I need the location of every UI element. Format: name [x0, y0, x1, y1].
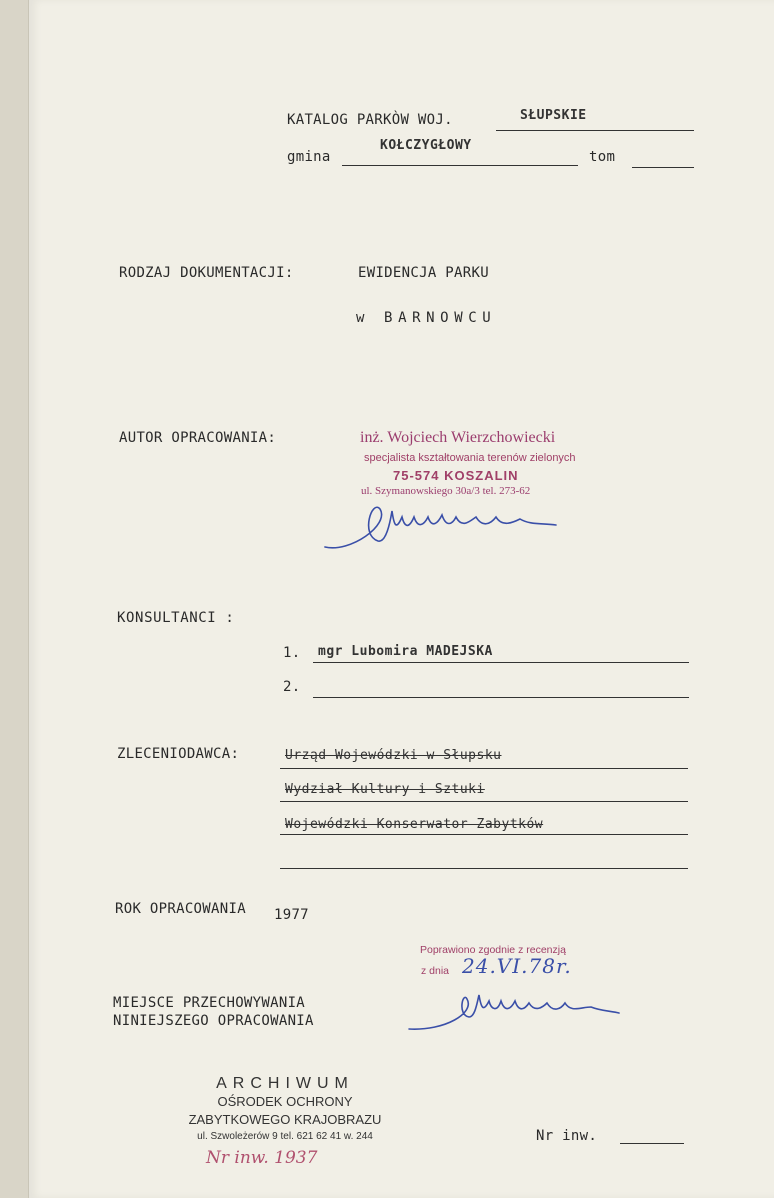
author-stamp-address: ul. Szymanowskiego 30a/3 tel. 273-62: [361, 485, 531, 497]
voivodeship-line: [496, 130, 694, 131]
inventory-label: Nr inw.: [536, 1128, 598, 1144]
gmina-line: [342, 165, 578, 166]
commissioner-line-1: Urząd Wojewódzki w Słupsku: [285, 748, 502, 763]
correction-date: 24.VI.78r.: [462, 954, 572, 978]
author-stamp-specialty: specjalista kształtowania terenów zielonych: [364, 452, 576, 464]
documentation-value-1: EWIDENCJA PARKU: [358, 265, 489, 281]
author-stamp-name: inż. Wojciech Wierzchowiecki: [360, 429, 556, 446]
commissioner-rule-4: [280, 868, 688, 869]
correction-stamp-prefix: z dnia: [421, 965, 450, 977]
documentation-label: RODZAJ DOKUMENTACJI:: [119, 265, 294, 281]
consultants-label: KONSULTANCI :: [117, 610, 235, 626]
inventory-line: [620, 1143, 684, 1144]
archive-stamp-line-3: ZABYTKOWEGO KRAJOBRAZU: [188, 1112, 382, 1127]
commissioner-rule-3: [280, 834, 688, 835]
consultant-1-name: mgr Lubomira MADEJSKA: [318, 644, 493, 659]
gmina-value: KOŁCZYGŁOWY: [380, 138, 472, 153]
storage-label-1: MIEJSCE PRZECHOWYWANIA: [113, 995, 306, 1011]
consultant-1-num: 1.: [283, 645, 301, 661]
year-label: ROK OPRACOWANIA: [115, 901, 246, 917]
consultant-2-line: [313, 697, 689, 698]
voivodeship-value: SŁUPSKIE: [520, 108, 587, 123]
archive-stamp-title: ARCHIWUM: [216, 1075, 354, 1092]
gmina-label: gmina: [287, 149, 331, 165]
commissioner-label: ZLECENIODAWCA:: [117, 746, 240, 762]
archive-stamp-line-2: OŚRODEK OCHRONY: [217, 1094, 353, 1109]
consultant-2-num: 2.: [283, 679, 301, 695]
documentation-value-2: w BARNOWCU: [356, 310, 497, 326]
storage-label-2: NINIEJSZEGO OPRACOWANIA: [113, 1013, 314, 1029]
archive-stamp-line-4: ul. Szwoleżerów 9 tel. 621 62 41 w. 244: [197, 1131, 373, 1142]
archive-handwritten-number: Nr inw. 1937: [206, 1148, 318, 1168]
correction-stamp-text: Poprawiono zgodnie z recenzją: [420, 944, 566, 956]
correction-signature: [405, 985, 625, 1035]
commissioner-line-3: Wojewódzki Konserwator Zabytków: [285, 817, 544, 832]
year-value: 1977: [274, 907, 309, 923]
commissioner-rule-2: [280, 801, 688, 802]
author-label: AUTOR OPRACOWANIA:: [119, 430, 277, 446]
tom-label: tom: [589, 149, 616, 165]
commissioner-rule-1: [280, 768, 688, 769]
author-signature: [320, 495, 565, 557]
catalog-label: KATALOG PARKÒW WOJ.: [287, 112, 453, 128]
author-stamp-city: 75-574 KOSZALIN: [393, 468, 519, 483]
tom-line: [632, 167, 694, 168]
commissioner-line-2: Wydział Kultury i Sztuki: [285, 782, 485, 797]
consultant-1-line: [313, 662, 689, 663]
paper-left-edge: [0, 0, 28, 1198]
